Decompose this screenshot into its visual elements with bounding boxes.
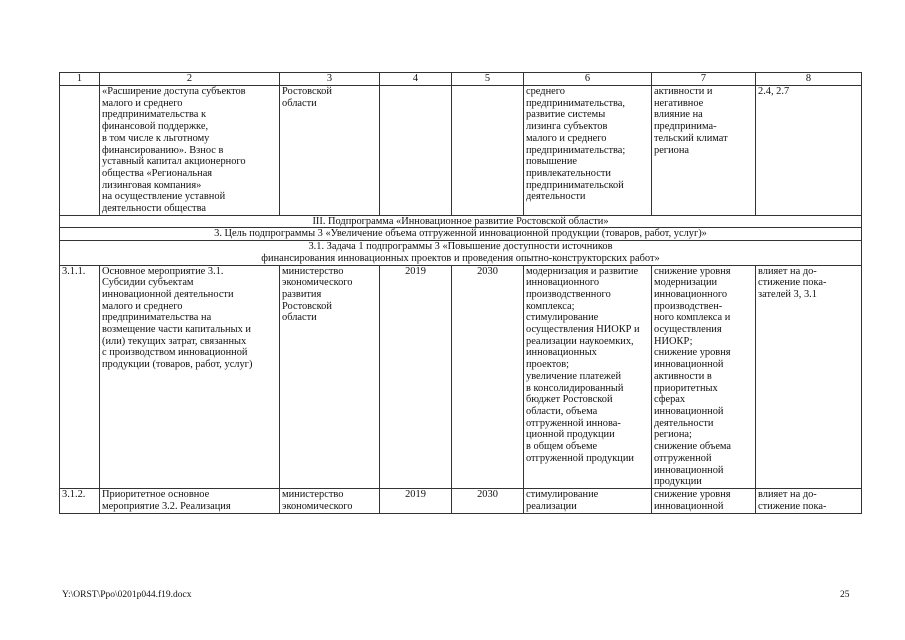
column-number: 2 bbox=[100, 73, 280, 86]
end-year-text: 2030 bbox=[477, 488, 498, 500]
responsible-executor-cell: министерство экономического развития Ростовской области bbox=[280, 265, 380, 488]
consequences-cell: активности и негативное влияние на предпринима- тельский климат региона bbox=[652, 86, 756, 216]
end-year-cell bbox=[452, 488, 524, 513]
expected-result-cell: модернизация и развитие инновационного производственного комплекса; стимулирование осуществления НИОКР и реализации наукоемких, инновационных проектов; увеличение платежей в консолидированный бюджет Ростовской области, объема отгруженной иннова- ционной продукции в общем объеме отгруженной продукции bbox=[524, 265, 652, 488]
subprogram-title: III. Подпрограмма «Инновационное развитие Ростовской области» bbox=[60, 215, 862, 228]
consequences-cell: снижение уровня модернизации инновационного производствен- ного комплекса и осуществления НИОКР; снижение уровня инновационной активности в приоритетных сферах инновационной деятельности региона; снижение объема отгруженной инновационной продукции bbox=[652, 265, 756, 488]
activity-name-cell: Основное мероприятие 3.1. Субсидии субъектам инновационной деятельности малого и среднего предпринимательства на возмещение части капитальных и (или) текущих затрат, связанных с производством инновационной продукции (товаров, работ, услуг) bbox=[100, 265, 280, 488]
activity-name-cell: «Расширение доступа субъектов малого и среднего предпринимательства к финансовой поддержке, в том числе к льготному финансированию». Взнос в уставный капитал акционерного общества «Региональная лизинговая компания» на осуществление уставной деятельности общества bbox=[100, 86, 280, 216]
task-title: 3.1. Задача 1 подпрограммы 3 «Повышение доступности источников финансирования инновационных проектов и проведения опытно-конструкторских работ» bbox=[60, 241, 862, 265]
program-activities-table bbox=[59, 72, 862, 514]
indicator-link-text: влияет на до- стижение пока- bbox=[758, 488, 827, 512]
responsible-executor-cell: Ростовской области bbox=[280, 86, 380, 216]
column-number: 3 bbox=[280, 73, 380, 86]
footer-file-path: Y:\ORST\Ppo\0201p044.f19.docx bbox=[62, 590, 192, 600]
task-row bbox=[60, 241, 862, 265]
goal-title: 3. Цель подпрограммы 3 «Увеличение объема отгруженной инновационной продукции (товаров, работ, услуг)» bbox=[60, 228, 862, 241]
footer-page-number: 25 bbox=[840, 590, 850, 600]
activity-name-cell bbox=[100, 488, 280, 513]
indicator-link-cell bbox=[756, 488, 862, 513]
row-number-cell: 3.1.1. bbox=[60, 265, 100, 488]
row-number-cell bbox=[60, 488, 100, 513]
row-number-text: 3.1.2. bbox=[62, 488, 86, 500]
column-number: 1 bbox=[60, 73, 100, 86]
table-row bbox=[60, 86, 862, 216]
column-number: 8 bbox=[756, 73, 862, 86]
column-number: 5 bbox=[452, 73, 524, 86]
expected-result-cell: среднего предпринимательства, развитие системы лизинга субъектов малого и среднего предпринимательства; повышение привлекательности предпринимательской деятельности bbox=[524, 86, 652, 216]
start-year-cell: 2019 bbox=[380, 265, 452, 488]
consequences-text: снижение уровня инновационной bbox=[654, 488, 731, 512]
goal-row bbox=[60, 228, 862, 241]
header-number-row bbox=[60, 73, 862, 86]
row-number-cell bbox=[60, 86, 100, 216]
table-row bbox=[60, 265, 862, 488]
column-number: 6 bbox=[524, 73, 652, 86]
end-year-cell bbox=[452, 86, 524, 216]
expected-result-cell bbox=[524, 488, 652, 513]
indicator-link-cell: 2.4, 2.7 bbox=[756, 86, 862, 216]
consequences-cell bbox=[652, 488, 756, 513]
start-year-text: 2019 bbox=[405, 488, 426, 500]
table-row bbox=[60, 488, 862, 513]
activity-name-text: Приоритетное основное мероприятие 3.2. Реализация bbox=[102, 488, 231, 512]
expected-result-text: стимулирование реализации bbox=[526, 488, 599, 512]
end-year-cell: 2030 bbox=[452, 265, 524, 488]
start-year-cell bbox=[380, 488, 452, 513]
indicator-link-cell: влияет на до- стижение пока- зателей 3, 3.1 bbox=[756, 265, 862, 488]
column-number: 7 bbox=[652, 73, 756, 86]
subprogram-row bbox=[60, 215, 862, 228]
responsible-executor-text: министерство экономического bbox=[282, 488, 353, 512]
column-number: 4 bbox=[380, 73, 452, 86]
start-year-cell bbox=[380, 86, 452, 216]
responsible-executor-cell bbox=[280, 488, 380, 513]
